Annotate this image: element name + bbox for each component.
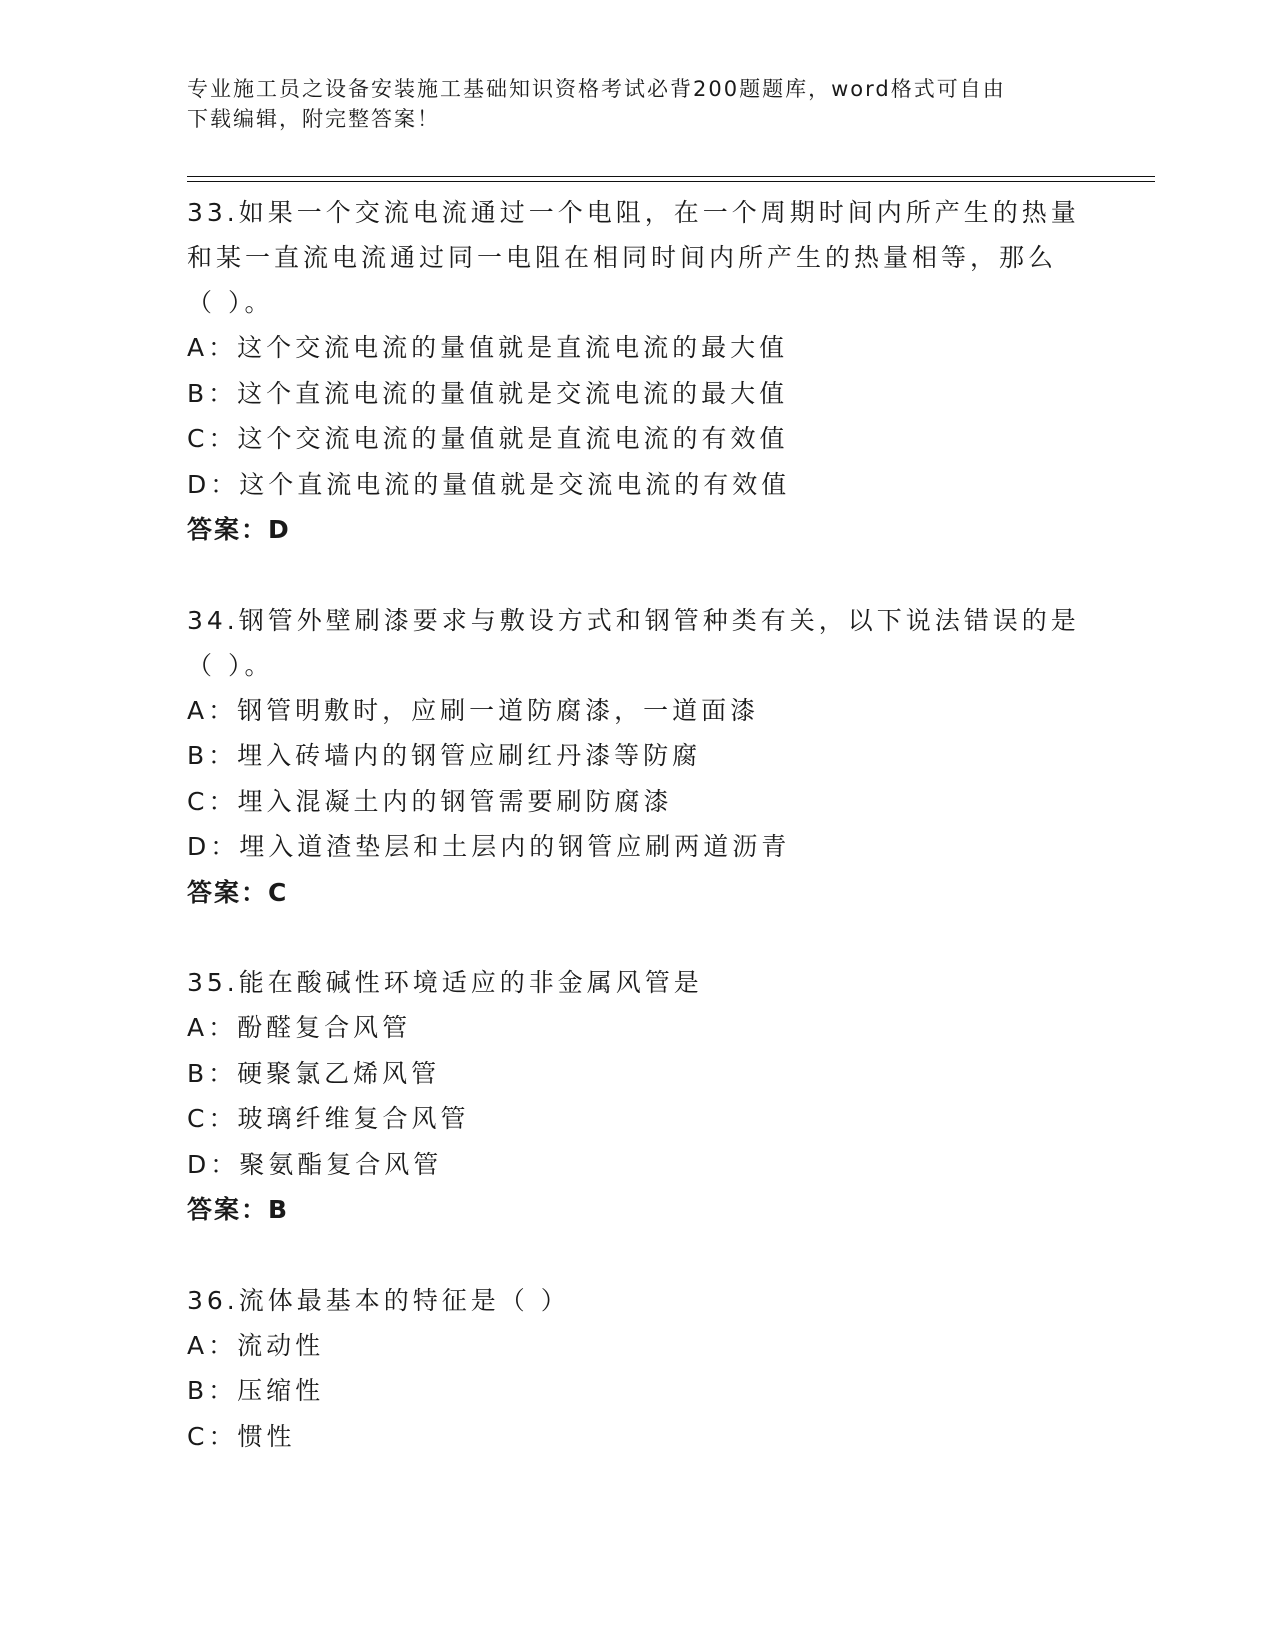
option-b: B：压缩性 (187, 1376, 325, 1405)
option-b: B：埋入砖墙内的钢管应刷红丹漆等防腐 (187, 741, 702, 770)
answer-line: 答案：D (187, 515, 291, 544)
question-stem-line: （ ）。 (187, 650, 274, 680)
question-36 (187, 1278, 1087, 1460)
header-line-2: 下载编辑，附完整答案！ (187, 107, 440, 131)
option-d: D：这个直流电流的量值就是交流电流的有效值 (187, 469, 791, 499)
question-list (187, 190, 1087, 1459)
question-33 (187, 190, 1087, 553)
question-stem-line: 36.流体最基本的特征是（ ） (187, 1285, 570, 1315)
option-a: A：钢管明敷时，应刷一道防腐漆，一道面漆 (187, 695, 760, 725)
option-b: B：硬聚氯乙烯风管 (187, 1058, 441, 1088)
header-divider-top (187, 176, 1155, 177)
answer-line: 答案：C (187, 877, 289, 907)
option-c: C：惯性 (187, 1421, 296, 1451)
option-d: D：埋入道渣垫层和土层内的钢管应刷两道沥青 (187, 832, 791, 861)
header-line-1: 专业施工员之设备安装施工基础知识资格考试必背200题题库，word格式可自由 (187, 77, 1006, 101)
question-stem-line: 35.能在酸碱性环境适应的非金属风管是 (187, 968, 703, 997)
question-35 (187, 960, 1087, 1233)
answer-line: 答案：B (187, 1195, 290, 1224)
option-c: C：埋入混凝土内的钢管需要刷防腐漆 (187, 786, 673, 816)
question-stem-line: （ ）。 (187, 288, 274, 317)
question-stem-line: 34.钢管外壁刷漆要求与敷设方式和钢管种类有关，以下说法错误的是 (187, 605, 1080, 635)
question-34 (187, 598, 1087, 916)
option-b: B：这个直流电流的量值就是交流电流的最大值 (187, 378, 789, 408)
option-c: C：玻璃纤维复合风管 (187, 1104, 470, 1133)
document-header (187, 74, 1067, 134)
option-d: D：聚氨酯复合风管 (187, 1149, 443, 1179)
question-stem-line: 33.如果一个交流电流通过一个电阻，在一个周期时间内所产生的热量 (187, 198, 1080, 227)
question-stem-line: 和某一直流电流通过同一电阻在相同时间内所产生的热量相等，那么 (187, 243, 1058, 272)
header-divider-bottom (187, 181, 1155, 182)
option-a: A：酚醛复合风管 (187, 1013, 412, 1042)
option-a: A：这个交流电流的量值就是直流电流的最大值 (187, 333, 789, 362)
option-a: A：流动性 (187, 1330, 325, 1360)
option-c: C：这个交流电流的量值就是直流电流的有效值 (187, 424, 789, 453)
